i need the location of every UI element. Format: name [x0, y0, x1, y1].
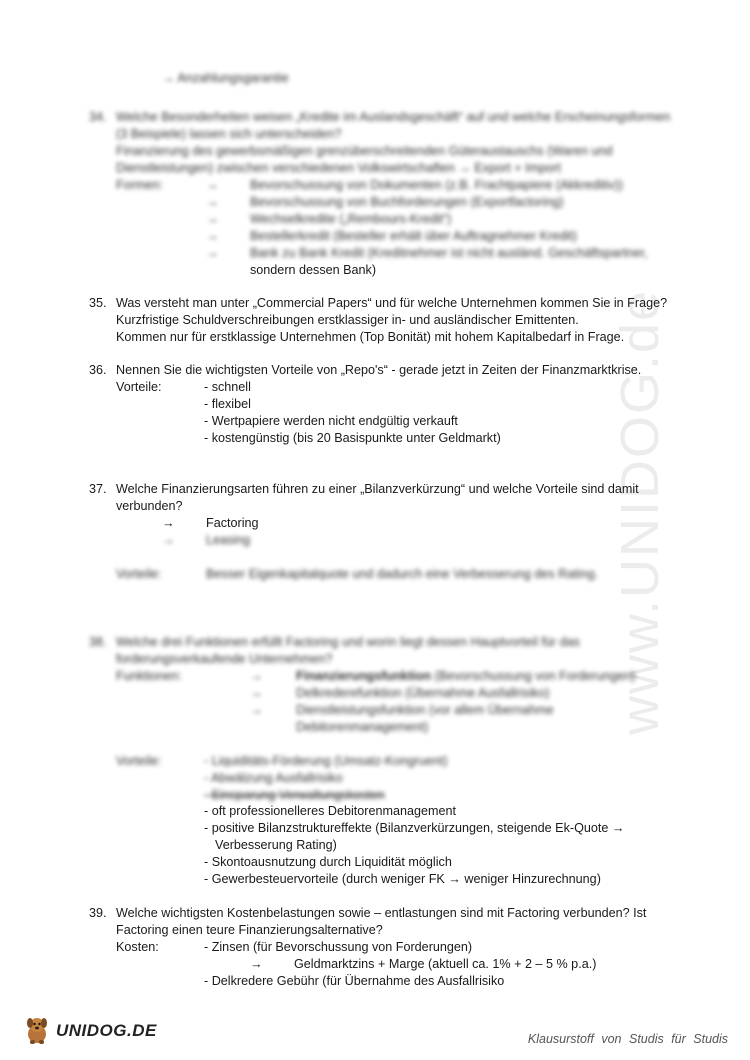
question-number: 34. — [89, 110, 107, 124]
list-item: Dienstleistungsfunktion (vor allem Übernahme — [296, 703, 554, 717]
list-item: - Wertpapiere werden nicht endgültig verkauft — [204, 414, 458, 428]
arrow-glyph: → — [162, 516, 175, 530]
list-item: - Liquiditäts-Förderung (Umsatz-Kongruent) — [204, 754, 448, 768]
list-item: Bank zu Bank Kredit (Kreditnehmer ist nicht ausländ. Geschäftspartner, — [250, 246, 648, 260]
bold-term: Finanzierungsfunktion — [296, 669, 432, 683]
watermark: www.UNIDOG.de — [610, 288, 670, 735]
question-text: (3 Beispiele) lassen sich unterscheiden? — [116, 127, 342, 141]
label: Formen: — [116, 178, 163, 192]
arrow-glyph: → — [206, 229, 219, 243]
question-number: 38. — [89, 635, 107, 649]
list-item: Bevorschussung von Buchforderungen (Exportfactoring) — [250, 195, 564, 209]
list-item: Bevorschussung von Dokumenten (z.B. Frachtpapiere (Akkreditiv)) — [250, 178, 624, 192]
question-number: 39. — [89, 906, 107, 920]
list-item: Delkrederefunktion (Übernahme Ausfallrisiko) — [296, 686, 550, 700]
list-item: - flexibel — [204, 397, 251, 411]
list-item: Verbesserung Rating) — [215, 838, 337, 852]
answer-text: Finanzierung des gewerbsmäßigen grenzüberschreitenden Güteraustauschs (Waren und — [116, 144, 613, 158]
text-line: → Anzahlungsgarantie — [162, 71, 289, 85]
list-item: - Einsparung Verwaltungskosten — [204, 788, 385, 802]
list-item: Factoring — [206, 516, 259, 530]
arrow-glyph: → — [206, 178, 219, 192]
list-item: - oft professionelleres Debitorenmanagement — [204, 804, 457, 818]
list-item: - schnell — [204, 380, 251, 394]
arrow-glyph: → — [206, 195, 219, 209]
list-item — [296, 668, 635, 685]
list-item: Leasing — [206, 533, 251, 547]
question-text: Was versteht man unter „Commercial Papers“ und für welche Unternehmen kommen Sie in Frage? — [116, 296, 668, 310]
list-item: - Skontoausnutzung durch Liquidität möglich — [204, 855, 452, 869]
logo-text: UNIDOG.DE — [56, 1020, 157, 1040]
question-text: Welche wichtigsten Kostenbelastungen sowie – entlastungen sind mit Factoring verbunden? Ist — [116, 906, 647, 920]
question-text: Nennen Sie die wichtigsten Vorteile von „Repo's“ - gerade jetzt in Zeiten der Finanzmarktkrise. — [116, 363, 642, 377]
list-item: - Zinsen (für Bevorschussung von Forderungen) — [204, 940, 473, 954]
list-item: - Gewerbesteuervorteile (durch weniger FK → weniger Hinzurechnung) — [204, 872, 601, 886]
label: Vorteile: — [116, 754, 162, 768]
unidog-logo — [22, 1014, 157, 1046]
arrow-glyph: → — [250, 686, 263, 700]
question-text: Welche drei Funktionen erfüllt Factoring und worin liegt dessen Hauptvorteil für das — [116, 635, 580, 649]
question-number: 35. — [89, 296, 107, 310]
footer-tagline: Klausurstoff von Studis für Studis — [527, 1032, 728, 1046]
label: Funktionen: — [116, 669, 182, 683]
question-text: Welche Besonderheiten weisen „Kredite im Auslandsgeschäft“ auf und welche Erscheinungsformen — [116, 110, 671, 124]
list-item: Wechselkredite („Rembours-Kredit“) — [250, 212, 452, 226]
arrow-glyph: → — [250, 703, 263, 717]
list-item: sondern dessen Bank) — [250, 263, 377, 277]
arrow-glyph: → — [250, 669, 263, 683]
list-item: - Delkredere Gebühr (für Übernahme des Ausfallrisiko — [204, 974, 505, 988]
list-item: - kostengünstig (bis 20 Basispunkte unter Geldmarkt) — [204, 431, 501, 445]
label: Kosten: — [116, 940, 159, 954]
list-item: Geldmarktzins + Marge (aktuell ca. 1% + 2 – 5 % p.a.) — [294, 957, 597, 971]
arrow-glyph: → — [206, 246, 219, 260]
question-text: Factoring einen teure Finanzierungsalternative? — [116, 923, 383, 937]
arrow-glyph: → — [206, 212, 219, 226]
question-text: forderungsverkaufende Unternehmen? — [116, 652, 333, 666]
question-text: verbunden? — [116, 499, 183, 513]
answer-text: Besser Eigenkapitalquote und dadurch eine Verbesserung des Rating. — [206, 567, 599, 581]
list-item: Debitorenmanagement) — [296, 720, 429, 734]
label: Vorteile: — [116, 380, 162, 394]
answer-text: Dienstleistungen) zwischen verschiedenen Volkswirtschaften → Export + Import — [116, 161, 561, 175]
answer-text: Kommen nur für erstklassige Unternehmen (Top Bonität) mit hohem Kapitalbedarf in Frage. — [116, 330, 625, 344]
list-item: - Abwälzung Ausfallrisiko — [204, 771, 343, 785]
list-item: - positive Bilanzstruktureffekte (Bilanzverkürzungen, steigende Ek-Quote → — [204, 821, 625, 835]
label: Vorteile: — [116, 567, 162, 581]
question-number: 36. — [89, 363, 107, 377]
answer-text: Kurzfristige Schuldverschreibungen erstklassiger in- und ausländischer Emittenten. — [116, 313, 579, 327]
arrow-glyph: → — [250, 957, 263, 971]
list-item-rest: (Bevorschussung von Forderungen) — [431, 669, 636, 683]
list-item: Bestellerkredit (Besteller erhält über Auftragnehmer Kredit) — [250, 229, 577, 243]
question-text: Welche Finanzierungsarten führen zu einer „Bilanzverkürzung“ und welche Vorteile sind damit — [116, 482, 639, 496]
dog-icon — [22, 1014, 52, 1046]
question-number: 37. — [89, 482, 107, 496]
arrow-glyph: → — [162, 533, 175, 547]
